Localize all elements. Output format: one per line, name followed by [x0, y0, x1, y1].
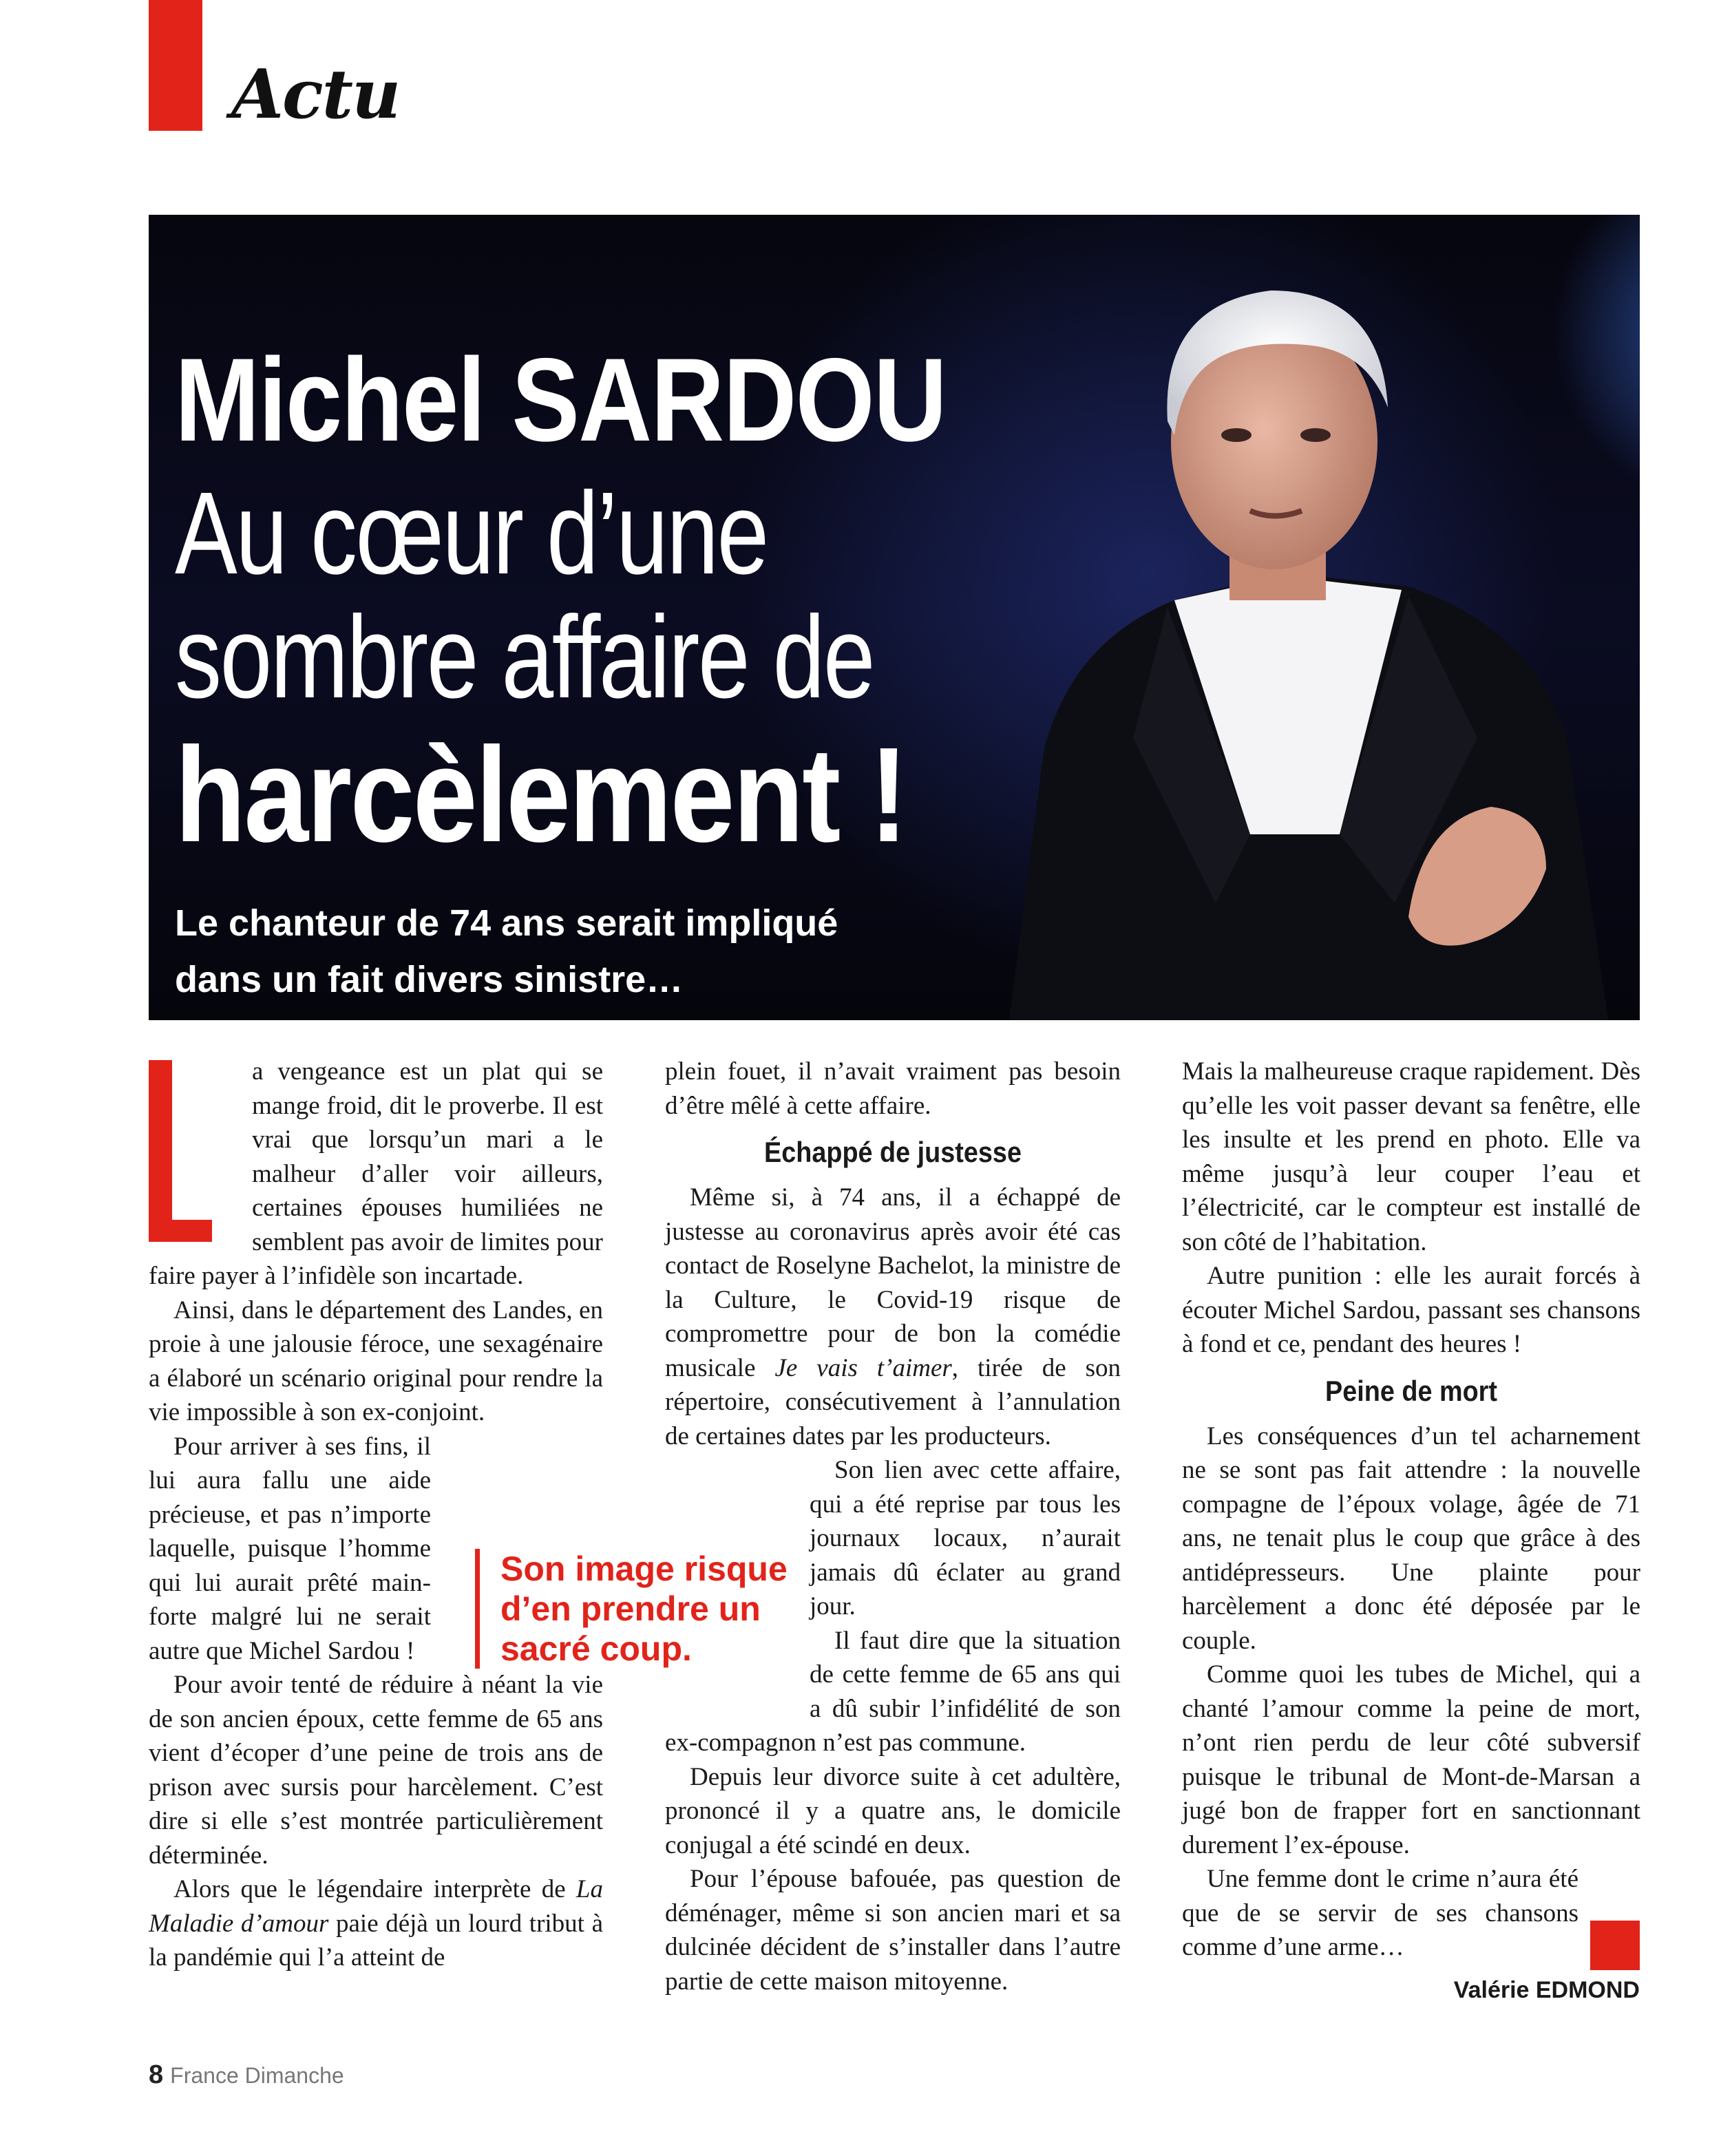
headline-line-4: harcèlement !: [175, 719, 907, 870]
paragraph: Depuis leur divorce suite à cet adultère, prononcé il y a quatre ans, le domicile conjugal a été scindé en deux.: [665, 1762, 1121, 1859]
paragraph: Pour arriver à ses fins, il lui aura fallu une aide précieuse, et pas n’importe laquelle, puisque l’homme qui lui aurait prêté main-forte malgré lui ne serait autre que Michel Sardou !: [149, 1432, 431, 1665]
standfirst-line-2: dans un fait divers sinistre…: [175, 959, 684, 1000]
end-mark: [1590, 1921, 1640, 1970]
headline-line-2: Au cœur d’une: [175, 468, 768, 599]
subheading: Peine de mort: [1325, 1374, 1497, 1407]
page-number: 8: [149, 2060, 164, 2089]
article-column-1: [149, 1055, 603, 1975]
paragraph: Son lien avec cette affaire, qui a été reprise par tous les journaux locaux, n’aurait jamais dû éclater au grand jour.: [810, 1456, 1121, 1620]
paragraph: Autre punition : elle les aurait forcés à écouter Michel Sardou, passant ses chansons à fond et ce, pendant des heures !: [1182, 1262, 1640, 1358]
pull-quote: Son image risque d’en prendre un sacré coup.: [475, 1549, 803, 1669]
standfirst-line-1: Le chanteur de 74 ans serait impliqué: [175, 902, 838, 944]
paragraph: a vengeance est un plat qui se mange froid, dit le proverbe. Il est vrai que lorsqu’un mari a le malheur d’aller voir ailleurs, certaines épouses humiliées ne semblent pas avoir de limites pour faire payer à l’infidèle son incartade.: [149, 1057, 603, 1290]
article-column-2: [665, 1055, 1121, 1998]
publication-name: France Dimanche: [170, 2063, 344, 2088]
paragraph: Pour avoir tenté de réduire à néant la vie de son ancien époux, cette femme de 65 ans vient d’écoper d’une peine de trois ans de prison avec sursis pour harcèlement. C’est dire si elle s’est montrée particulièrement déterminée.: [149, 1671, 603, 1870]
paragraph: Même si, à 74 ans, il a échappé de justesse au coronavirus après avoir été cas contact de Roselyne Bachelot, la ministre de la Culture, le Covid-19 risque de compromettre pour de bon la comédie musicale Je vais t’aimer, tirée de son répertoire, consécutivement à l’annulation de certaines dates par les producteurs.: [665, 1183, 1121, 1450]
hero-banner: [149, 215, 1640, 1020]
paragraph: Les conséquences d’un tel acharnement ne se sont pas fait attendre : la nouvelle compagne de l’époux volage, âgée de 71 ans, ne tenait plus le coup que grâce à des antidépresseurs. Une plainte pour harcèlement a donc été déposée par le couple.: [1182, 1422, 1640, 1655]
singer-portrait: [927, 215, 1640, 1020]
paragraph: Comme quoi les tubes de Michel, qui a chanté l’amour comme la peine de mort, n’ont rien perdu de leur côté subversif puisque le tribunal de Mont-de-Marsan a jugé bon de frapper fort en sanctionnant durement l’ex-épouse.: [1182, 1660, 1640, 1859]
article-column-3: [1182, 1055, 1640, 1965]
paragraph: Ainsi, dans le département des Landes, en proie à une jalousie féroce, une sexagénaire a élaboré un scénario original pour rendre la vie impossible à son ex-conjoint.: [149, 1296, 603, 1426]
paragraph: plein fouet, il n’avait vraiment pas besoin d’être mêlé à cette affaire.: [665, 1057, 1121, 1120]
paragraph: Mais la malheureuse craque rapidement. Dès qu’elle les voit passer devant sa fenêtre, elle les insulte et les prend en photo. Elle va même jusqu’à leur couper l’eau et l’électricité, car le compteur est installé de son côté de l’habitation.: [1182, 1057, 1640, 1256]
drop-cap-l: [149, 1060, 211, 1242]
page-footer: [149, 2060, 344, 2090]
headline-line-3: sombre affaire de: [175, 592, 874, 723]
headline-name: Michel SARDOU: [175, 334, 947, 466]
author-byline: Valérie EDMOND: [1453, 1977, 1640, 2003]
section-label: Actu: [231, 55, 400, 134]
paragraph: Une femme dont le crime n’aura été que de se servir de ses chansons comme d’une arme…: [1182, 1865, 1579, 1961]
paragraph: Alors que le légendaire interprète de La Maladie d’amour paie déjà un lourd tribut à la pandémie qui l’a atteint de: [149, 1875, 604, 1972]
paragraph: Pour l’épouse bafouée, pas question de déménager, même si son ancien mari et sa dulcinée décident de s’installer dans l’autre partie de cette maison mitoyenne.: [665, 1865, 1121, 1996]
section-color-bar: [149, 0, 202, 131]
subheading: Échappé de justesse: [764, 1136, 1022, 1168]
paragraph: Il faut dire que la situation de cette femme de 65 ans qui a dû subir l’infidélité de son ex-compagnon n’est pas commune.: [665, 1626, 1121, 1757]
